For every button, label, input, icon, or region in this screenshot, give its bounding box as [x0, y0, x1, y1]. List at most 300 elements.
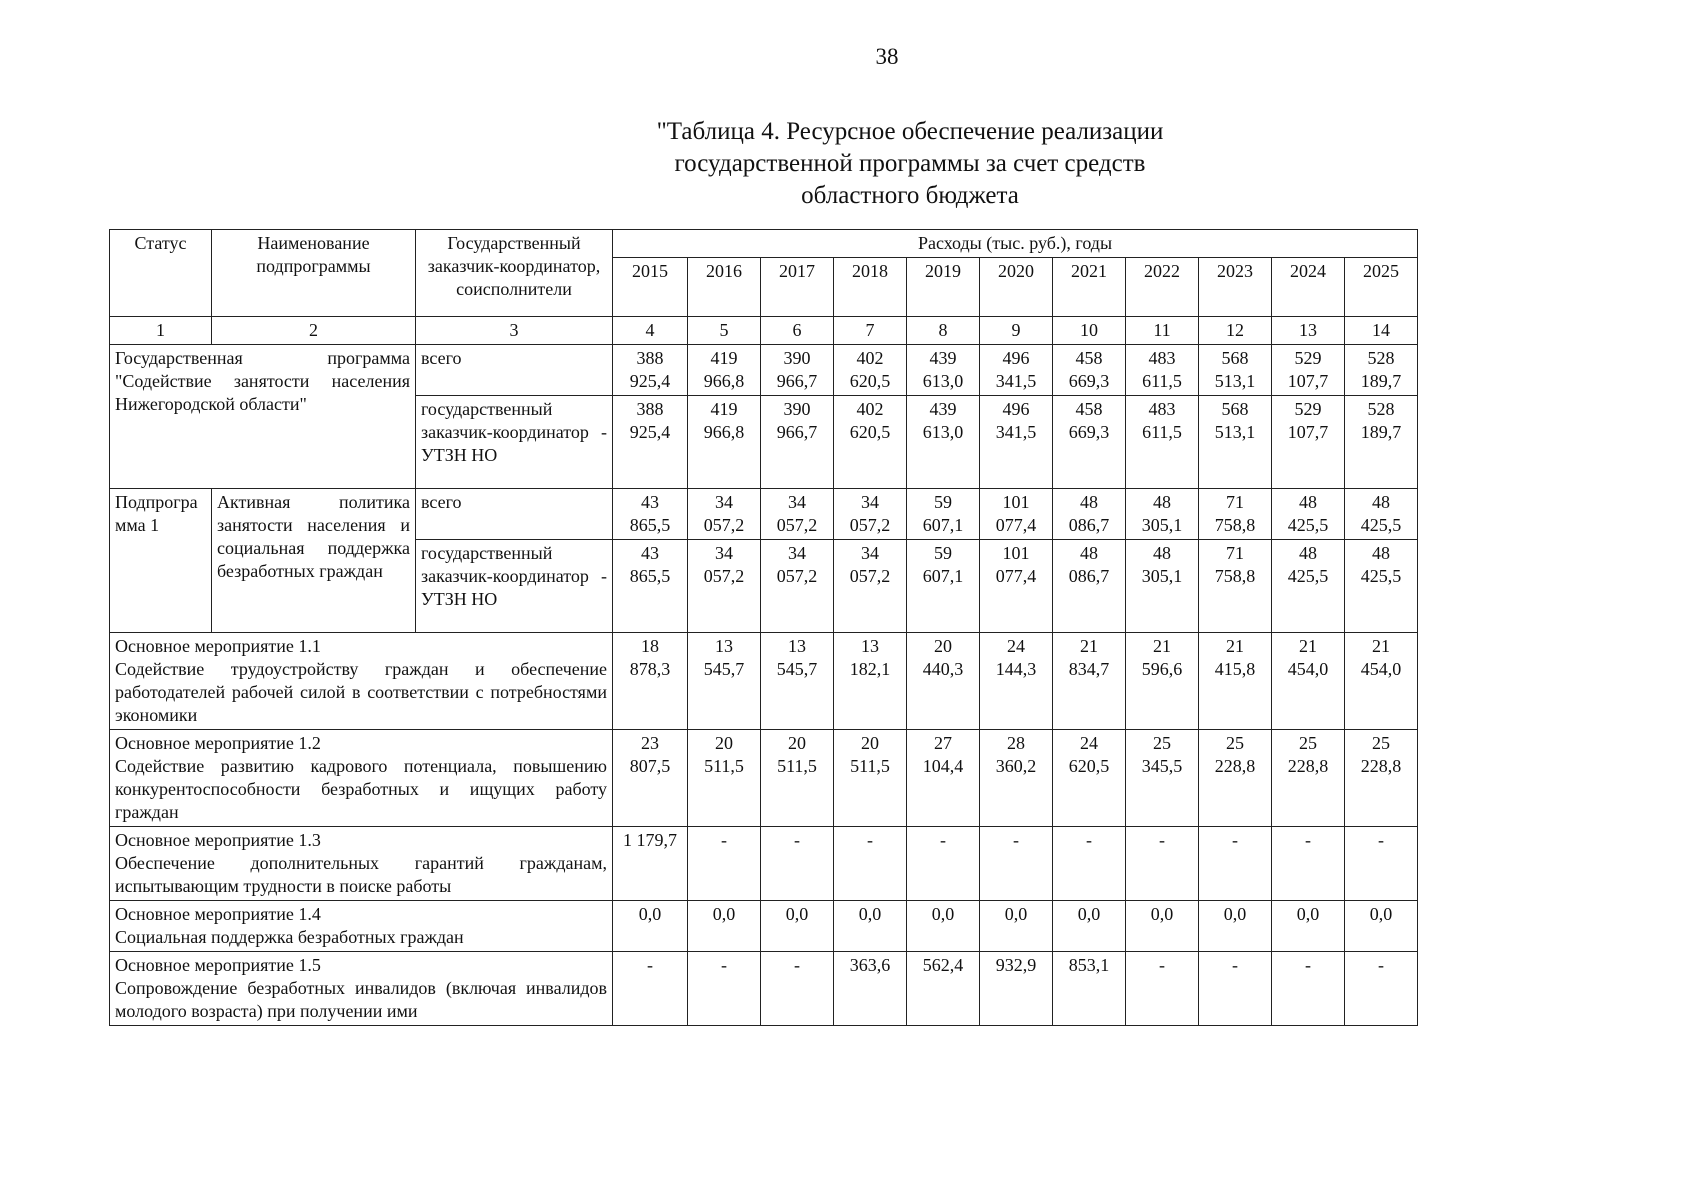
value-cell — [907, 952, 980, 1026]
value-part: 077,4 — [995, 515, 1037, 535]
value-part: 402 — [856, 399, 884, 419]
value-cell — [688, 901, 761, 952]
value-cell — [1199, 730, 1272, 827]
value-part: - — [1378, 955, 1385, 975]
value-part: 0,0 — [1004, 904, 1028, 924]
value-part: 228,8 — [1360, 756, 1402, 776]
value-part: 419 — [710, 399, 738, 419]
value-part: 853,1 — [1068, 955, 1110, 975]
value-part: 483 — [1148, 348, 1176, 368]
value-cell — [761, 730, 834, 827]
value-cell — [1126, 345, 1199, 396]
value-part: 34 — [788, 543, 806, 563]
value-part: 101 — [1002, 543, 1030, 563]
value-cell — [688, 827, 761, 901]
value-cell — [613, 540, 688, 633]
column-number: 4 — [613, 317, 688, 345]
value-cell — [1053, 345, 1126, 396]
column-number: 8 — [907, 317, 980, 345]
value-cell — [1199, 345, 1272, 396]
value-part: 511,5 — [704, 756, 744, 776]
page-number: 38 — [875, 44, 899, 69]
value-part: 0,0 — [858, 904, 882, 924]
header-year: 2023 — [1199, 258, 1272, 317]
value-cell — [688, 633, 761, 730]
value-part: 439 — [929, 399, 957, 419]
table-title-line-2: государственной программы за счет средств — [674, 150, 1146, 177]
value-part: 228,8 — [1287, 756, 1329, 776]
value-part: 107,7 — [1287, 371, 1329, 391]
value-cell — [761, 633, 834, 730]
measure-title: Основное мероприятие 1.2 — [115, 733, 321, 753]
value-part: 388 — [636, 399, 664, 419]
row-label-customer: государственный заказчик-координатор - УТЗН НО — [416, 396, 613, 489]
header-expenses: Расходы (тыс. руб.), годы — [613, 230, 1418, 258]
value-part: 758,8 — [1214, 515, 1256, 535]
value-cell — [1272, 540, 1345, 633]
value-part: 607,1 — [922, 515, 964, 535]
value-part: 878,3 — [629, 659, 671, 679]
value-part: 458 — [1075, 399, 1103, 419]
value-part: 21 — [1299, 636, 1317, 656]
value-part: 390 — [783, 348, 811, 368]
value-cell — [761, 901, 834, 952]
value-cell — [613, 827, 688, 901]
value-part: 807,5 — [629, 756, 671, 776]
row-label-customer: государственный заказчик-координатор - УТЗН НО — [416, 540, 613, 633]
value-cell — [613, 489, 688, 540]
value-part: 20 — [934, 636, 952, 656]
value-cell — [1272, 827, 1345, 901]
program-name: Государственная программа "Содействие занятости населения Нижегородской области" — [110, 345, 416, 489]
value-part: 966,8 — [703, 371, 745, 391]
value-cell — [688, 952, 761, 1026]
value-cell — [1126, 633, 1199, 730]
value-part: 13 — [788, 636, 806, 656]
value-cell — [1053, 901, 1126, 952]
value-part: 0,0 — [1150, 904, 1174, 924]
column-number: 13 — [1272, 317, 1345, 345]
value-cell — [1272, 633, 1345, 730]
value-cell — [1053, 827, 1126, 901]
row-label-total: всего — [416, 345, 613, 396]
value-part: 966,8 — [703, 422, 745, 442]
value-part: 057,2 — [849, 566, 891, 586]
value-part: 71 — [1226, 492, 1244, 512]
value-cell — [907, 901, 980, 952]
column-number: 5 — [688, 317, 761, 345]
column-number: 14 — [1345, 317, 1418, 345]
value-part: 0,0 — [712, 904, 736, 924]
value-part: 25 — [1153, 733, 1171, 753]
measure-row — [110, 827, 1418, 901]
value-part: 48 — [1153, 543, 1171, 563]
measure-title: Основное мероприятие 1.3 — [115, 830, 321, 850]
value-cell — [688, 345, 761, 396]
value-cell — [1126, 540, 1199, 633]
value-cell — [1345, 730, 1418, 827]
header-row — [110, 230, 1418, 258]
value-cell — [980, 901, 1053, 952]
value-part: 425,5 — [1360, 566, 1402, 586]
value-cell — [1272, 345, 1345, 396]
value-cell — [1345, 396, 1418, 489]
header-year: 2024 — [1272, 258, 1345, 317]
value-part: 345,5 — [1141, 756, 1183, 776]
value-cell — [613, 952, 688, 1026]
value-cell — [834, 345, 907, 396]
value-cell — [761, 540, 834, 633]
value-part: 21 — [1226, 636, 1244, 656]
value-part: 568 — [1221, 348, 1249, 368]
value-part: 25 — [1299, 733, 1317, 753]
value-part: 388 — [636, 348, 664, 368]
value-part: - — [1086, 830, 1092, 850]
value-cell — [1126, 489, 1199, 540]
value-cell — [1345, 633, 1418, 730]
value-part: 28 — [1007, 733, 1025, 753]
value-part: - — [794, 830, 800, 850]
value-part: 363,6 — [849, 955, 891, 975]
value-cell — [1345, 901, 1418, 952]
value-part: 513,1 — [1214, 422, 1256, 442]
value-part: 20 — [715, 733, 733, 753]
value-part: 20 — [861, 733, 879, 753]
value-part: 24 — [1007, 636, 1025, 656]
value-cell — [1345, 540, 1418, 633]
value-part: 48 — [1080, 492, 1098, 512]
value-cell — [688, 540, 761, 633]
value-cell — [688, 396, 761, 489]
column-number: 11 — [1126, 317, 1199, 345]
column-number: 9 — [980, 317, 1053, 345]
column-number: 1 — [110, 317, 212, 345]
value-part: 545,7 — [776, 659, 818, 679]
value-part: 425,5 — [1287, 515, 1329, 535]
value-cell — [761, 345, 834, 396]
value-cell — [688, 730, 761, 827]
column-number: 6 — [761, 317, 834, 345]
value-part: 25 — [1226, 733, 1244, 753]
value-part: 086,7 — [1068, 566, 1110, 586]
value-part: 0,0 — [1223, 904, 1247, 924]
value-cell — [1345, 345, 1418, 396]
value-cell — [834, 489, 907, 540]
value-cell — [1126, 827, 1199, 901]
value-part: 305,1 — [1141, 566, 1183, 586]
value-cell — [1345, 489, 1418, 540]
value-part: 23 — [641, 733, 659, 753]
value-cell — [1199, 489, 1272, 540]
measure-cell — [110, 633, 613, 730]
value-part: 228,8 — [1214, 756, 1256, 776]
measure-cell — [110, 730, 613, 827]
measure-row — [110, 730, 1418, 827]
value-cell — [1053, 540, 1126, 633]
value-part: 865,5 — [629, 566, 671, 586]
value-part: 43 — [641, 492, 659, 512]
measure-description: Социальная поддержка безработных граждан — [115, 927, 464, 947]
column-number: 12 — [1199, 317, 1272, 345]
value-cell — [613, 730, 688, 827]
value-part: 458 — [1075, 348, 1103, 368]
value-part: 611,5 — [1142, 422, 1182, 442]
value-part: 607,1 — [922, 566, 964, 586]
program-total-row — [110, 345, 1418, 396]
value-cell — [980, 633, 1053, 730]
value-cell — [907, 540, 980, 633]
value-cell — [1053, 633, 1126, 730]
value-part: - — [1305, 830, 1311, 850]
value-cell — [980, 827, 1053, 901]
value-part: 568 — [1221, 399, 1249, 419]
measure-cell — [110, 952, 613, 1026]
value-part: 496 — [1002, 348, 1030, 368]
value-part: 360,2 — [995, 756, 1037, 776]
value-part: 865,5 — [629, 515, 671, 535]
value-cell — [1199, 901, 1272, 952]
measure-description: Сопровождение безработных инвалидов (включая инвалидов молодого возраста) при получении ими — [115, 978, 607, 1021]
value-cell — [1126, 901, 1199, 952]
value-cell — [1199, 540, 1272, 633]
value-part: 34 — [715, 492, 733, 512]
value-part: 24 — [1080, 733, 1098, 753]
value-part: 189,7 — [1360, 371, 1402, 391]
value-part: 834,7 — [1068, 659, 1110, 679]
value-part: 402 — [856, 348, 884, 368]
value-part: 511,5 — [777, 756, 817, 776]
value-part: 596,6 — [1141, 659, 1183, 679]
value-part: - — [794, 955, 800, 975]
value-cell — [1272, 952, 1345, 1026]
value-part: 104,4 — [922, 756, 964, 776]
value-part: 43 — [641, 543, 659, 563]
value-cell — [1199, 827, 1272, 901]
value-part: 0,0 — [931, 904, 955, 924]
value-part: 0,0 — [638, 904, 662, 924]
value-part: 48 — [1372, 543, 1391, 563]
value-cell — [907, 345, 980, 396]
value-part: 528 — [1367, 399, 1395, 419]
value-part: 620,5 — [1068, 756, 1110, 776]
value-part: - — [1159, 955, 1165, 975]
value-part: 71 — [1226, 543, 1244, 563]
measure-cell — [110, 901, 613, 952]
value-part: 925,4 — [629, 422, 671, 442]
value-part: 59 — [934, 543, 952, 563]
measure-row — [110, 952, 1418, 1026]
value-part: 27 — [934, 733, 952, 753]
value-part: 182,1 — [849, 659, 891, 679]
value-part: 669,3 — [1068, 371, 1110, 391]
table-title-line-3: областного бюджета — [801, 182, 1019, 209]
value-part: - — [867, 830, 873, 850]
value-cell — [980, 952, 1053, 1026]
value-cell — [980, 730, 1053, 827]
value-part: 620,5 — [849, 422, 891, 442]
value-part: 620,5 — [849, 371, 891, 391]
value-part: 21 — [1080, 636, 1098, 656]
column-number: 7 — [834, 317, 907, 345]
value-part: 454,0 — [1360, 659, 1402, 679]
value-part: 34 — [861, 492, 879, 512]
value-part: 511,5 — [850, 756, 890, 776]
value-part: - — [721, 955, 727, 975]
value-part: 613,0 — [922, 371, 964, 391]
value-cell — [1199, 952, 1272, 1026]
value-cell — [613, 901, 688, 952]
value-part: - — [1232, 830, 1238, 850]
header-year: 2020 — [980, 258, 1053, 317]
value-cell — [1053, 730, 1126, 827]
subprogram-total-row — [110, 489, 1418, 540]
value-cell — [1345, 827, 1418, 901]
value-part: 613,0 — [922, 422, 964, 442]
value-part: 21 — [1153, 636, 1171, 656]
value-part: 48 — [1153, 492, 1171, 512]
value-part: - — [647, 955, 653, 975]
header-year: 2016 — [688, 258, 761, 317]
value-cell — [834, 540, 907, 633]
value-cell — [907, 827, 980, 901]
value-part: 20 — [788, 733, 806, 753]
value-part: 562,4 — [922, 955, 964, 975]
value-part: 34 — [861, 543, 879, 563]
measure-title: Основное мероприятие 1.1 — [115, 636, 321, 656]
value-part: - — [940, 830, 946, 850]
value-part: 419 — [710, 348, 738, 368]
value-part: 425,5 — [1360, 515, 1402, 535]
value-part: - — [1378, 830, 1385, 850]
value-part: 34 — [715, 543, 733, 563]
measure-title: Основное мероприятие 1.5 — [115, 955, 321, 975]
value-part: 545,7 — [703, 659, 745, 679]
value-part: 48 — [1372, 492, 1391, 512]
value-part: 611,5 — [1142, 371, 1182, 391]
value-cell — [980, 489, 1053, 540]
header-year: 2018 — [834, 258, 907, 317]
value-part: 758,8 — [1214, 566, 1256, 586]
header-subprogram: Наименование подпрограммы — [212, 230, 416, 317]
value-cell — [834, 827, 907, 901]
value-part: 101 — [1002, 492, 1030, 512]
value-cell — [1345, 952, 1418, 1026]
header-customer: Государственный заказчик-координатор, соисполнители — [416, 230, 613, 317]
value-part: 59 — [934, 492, 952, 512]
value-cell — [1053, 396, 1126, 489]
value-part: 077,4 — [995, 566, 1037, 586]
value-cell — [980, 345, 1053, 396]
header-year: 2015 — [613, 258, 688, 317]
value-cell — [834, 633, 907, 730]
value-part: 513,1 — [1214, 371, 1256, 391]
value-part: 529 — [1294, 399, 1322, 419]
value-part: 932,9 — [995, 955, 1037, 975]
value-part: 341,5 — [995, 371, 1037, 391]
value-cell — [834, 901, 907, 952]
column-number: 10 — [1053, 317, 1126, 345]
value-part: 529 — [1294, 348, 1322, 368]
value-part: 925,4 — [629, 371, 671, 391]
value-cell — [1126, 396, 1199, 489]
value-part: 48 — [1080, 543, 1098, 563]
value-part: 415,8 — [1214, 659, 1256, 679]
value-part: - — [1232, 955, 1238, 975]
value-cell — [1272, 901, 1345, 952]
value-part: 966,7 — [776, 371, 818, 391]
value-part: 528 — [1367, 348, 1395, 368]
value-part: 341,5 — [995, 422, 1037, 442]
value-cell — [1272, 489, 1345, 540]
value-cell — [834, 730, 907, 827]
value-cell — [1272, 396, 1345, 489]
value-part: 0,0 — [1369, 904, 1393, 924]
value-part: 1 179,7 — [623, 830, 677, 850]
value-part: 305,1 — [1141, 515, 1183, 535]
value-cell — [980, 396, 1053, 489]
value-cell — [834, 396, 907, 489]
value-cell — [907, 489, 980, 540]
value-cell — [1053, 489, 1126, 540]
measure-description: Содействие развитию кадрового потенциала, повышению конкурентоспособности безработных и ищущих работу граждан — [115, 756, 607, 822]
value-part: 425,5 — [1287, 566, 1329, 586]
value-cell — [907, 730, 980, 827]
value-part: - — [721, 830, 727, 850]
measure-row — [110, 633, 1418, 730]
value-part: 440,3 — [922, 659, 964, 679]
table-title-line-1: "Таблица 4. Ресурсное обеспечение реализации — [656, 118, 1164, 145]
value-part: - — [1013, 830, 1019, 850]
measure-cell — [110, 827, 613, 901]
value-cell — [761, 489, 834, 540]
value-cell — [613, 396, 688, 489]
value-part: 057,2 — [703, 566, 745, 586]
table-title — [610, 116, 1210, 212]
value-part: 13 — [861, 636, 879, 656]
value-cell — [761, 396, 834, 489]
header-status: Статус — [110, 230, 212, 317]
value-part: 0,0 — [1077, 904, 1101, 924]
value-cell — [980, 540, 1053, 633]
value-part: - — [1305, 955, 1311, 975]
budget-table — [109, 229, 1418, 1026]
value-cell — [613, 345, 688, 396]
value-cell — [834, 952, 907, 1026]
measure-description: Содействие трудоустройству граждан и обеспечение работодателей рабочей силой в соответствии с потребностями экономики — [115, 659, 607, 725]
value-part: 966,7 — [776, 422, 818, 442]
value-part: 13 — [715, 636, 733, 656]
value-cell — [1272, 730, 1345, 827]
value-cell — [761, 952, 834, 1026]
value-cell — [907, 633, 980, 730]
value-part: 496 — [1002, 399, 1030, 419]
value-part: 0,0 — [785, 904, 809, 924]
value-cell — [1199, 396, 1272, 489]
value-cell — [1126, 730, 1199, 827]
header-year: 2017 — [761, 258, 834, 317]
value-part: 18 — [641, 636, 659, 656]
header-year: 2021 — [1053, 258, 1126, 317]
header-year: 2022 — [1126, 258, 1199, 317]
value-cell — [907, 396, 980, 489]
value-part: - — [1159, 830, 1165, 850]
measure-row — [110, 901, 1418, 952]
value-part: 057,2 — [776, 515, 818, 535]
header-year: 2019 — [907, 258, 980, 317]
value-part: 107,7 — [1287, 422, 1329, 442]
measure-title: Основное мероприятие 1.4 — [115, 904, 321, 924]
value-part: 390 — [783, 399, 811, 419]
